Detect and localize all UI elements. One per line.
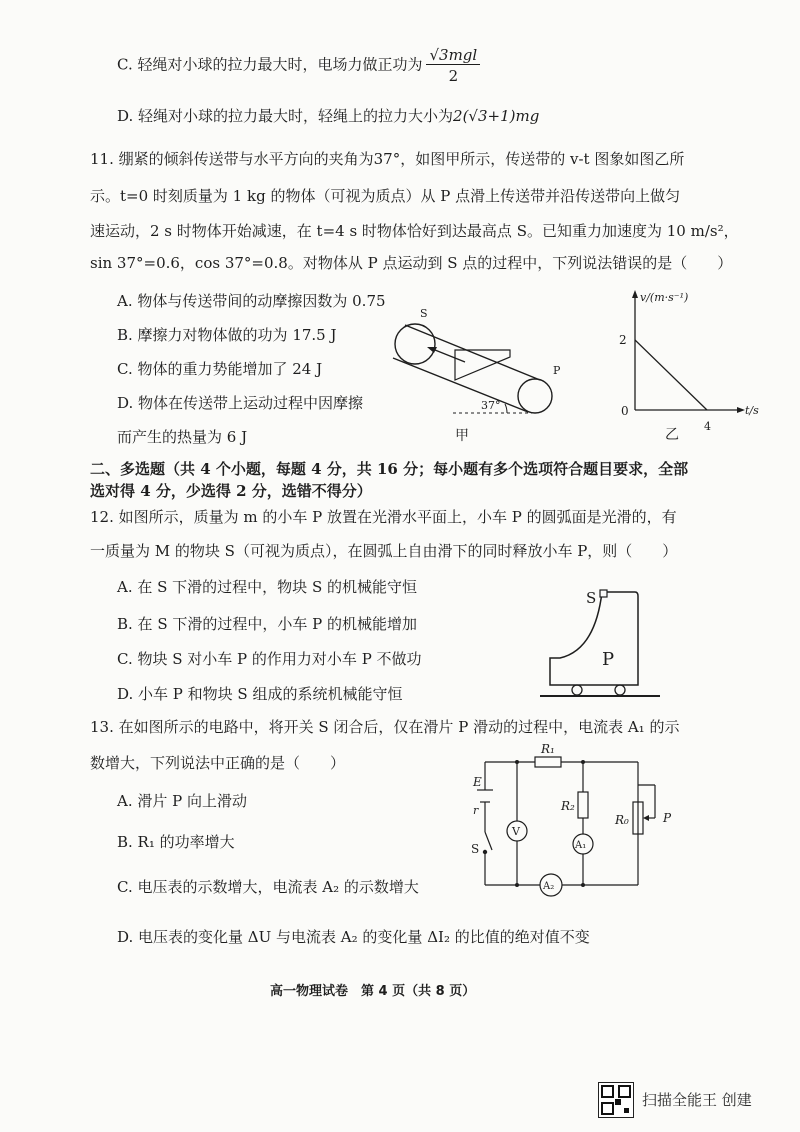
- label-s: S: [420, 307, 428, 320]
- q10-option-c: C. 轻绳对小球的拉力最大时，电场力做正功为 $\frac{\text{√3mgl}}{2}$: [117, 46, 480, 85]
- q11-stem-line-1: 11. 绷紧的倾斜传送带与水平方向的夹角为37°，如图甲所示，传送带的 v-t 图象如图乙所: [90, 150, 685, 168]
- t-axis-label: t/s: [745, 404, 759, 417]
- q11-option-a: A. 物体与传送带间的动摩擦因数为 0.75: [117, 292, 386, 310]
- wheel-right: [615, 685, 625, 695]
- vt-line: [635, 340, 707, 410]
- q10-option-c-fraction: $\frac{\text{√3mgl}}{2}$: [426, 46, 480, 85]
- caption-jia: 甲: [455, 428, 469, 444]
- section-2-header-line-1: 二、多选题（共 4 个小题，每题 4 分，共 16 分；每小题有多个选项符合题目要求，全部: [90, 460, 689, 478]
- q13-stem-line-1: 13. 在如图所示的电路中，将开关 S 闭合后，仅在滑片 P 滑动的过程中，电流表 A₁ 的示: [90, 718, 680, 736]
- label-r1: R₁: [541, 742, 555, 756]
- label-r2: R₂: [561, 799, 575, 813]
- vt-graph: [605, 285, 765, 445]
- q11-stem-line-4: sin 37°=0.6，cos 37°=0.8。对物体从 P 点运动到 S 点的过程中，下列说法错误的是（ ）: [90, 254, 733, 272]
- caption-yi: 乙: [665, 427, 679, 443]
- q12-option-a: A. 在 S 下滑的过程中，物块 S 的机械能守恒: [117, 578, 417, 596]
- q13-option-c: C. 电压表的示数增大，电流表 A₂ 的示数增大: [117, 878, 419, 896]
- q12-option-c: C. 物块 S 对小车 P 的作用力对小车 P 不做功: [117, 650, 422, 668]
- v-axis-arrow-icon: [632, 290, 638, 298]
- pulley-bottom: [518, 379, 552, 413]
- q11-option-d: D. 物体在传送带上运动过程中因摩擦: [117, 394, 364, 412]
- v-axis-label: v/(m·s⁻¹): [640, 291, 689, 304]
- circuit-diagram: [465, 740, 695, 900]
- origin-label: 0: [621, 404, 629, 418]
- angle-label: 37°: [481, 399, 501, 412]
- q13-option-b: B. R₁ 的功率增大: [117, 833, 235, 851]
- pulley-top: [395, 324, 435, 364]
- angle-arc: [505, 404, 507, 413]
- ammeter-a2-label: A₂: [543, 881, 555, 892]
- label-r0: R₀: [615, 813, 629, 827]
- belt-top: [405, 325, 540, 380]
- q11-option-c: C. 物体的重力势能增加了 24 J: [117, 360, 323, 378]
- ammeter-a1-label: A₁: [575, 840, 587, 851]
- q11-option-d-cont: 而产生的热量为 6 J: [117, 428, 248, 446]
- y-tick-label: 2: [619, 333, 627, 347]
- label-slider-p: P: [663, 811, 672, 825]
- q12-option-b: B. 在 S 下滑的过程中，小车 P 的机械能增加: [117, 615, 418, 633]
- label-switch: S: [471, 842, 480, 856]
- q11-stem-line-3: 速运动，2 s 时物体开始减速，在 t=4 s 时物体恰好到达最高点 S。已知重力加速度为 10 m/s²，: [90, 222, 739, 240]
- label-s: S: [586, 589, 597, 607]
- q12-option-d: D. 小车 P 和物块 S 组成的系统机械能守恒: [117, 685, 403, 703]
- cart-diagram: [540, 580, 680, 705]
- conveyor-belt-diagram: [385, 300, 575, 452]
- q13-stem-line-2: 数增大，下列说法中正确的是（ ）: [90, 754, 346, 772]
- q12-stem-line-1: 12. 如图所示，质量为 m 的小车 P 放置在光滑水平面上，小车 P 的圆弧面是光滑的，有: [90, 508, 677, 526]
- slider-arrow-icon: [643, 815, 649, 821]
- voltmeter-label: V: [512, 825, 520, 838]
- wheel-left: [572, 685, 582, 695]
- q13-option-d: D. 电压表的变化量 ΔU 与电流表 A₂ 的变化量 ΔI₂ 的比值的绝对值不变: [117, 928, 590, 946]
- label-e: E: [473, 775, 482, 789]
- q12-stem-line-2: 一质量为 M 的物块 S（可视为质点），在圆弧上自由滑下的同时释放小车 P，则（ ）: [90, 542, 678, 560]
- block-s: [600, 590, 607, 597]
- t-axis-arrow-icon: [737, 407, 745, 413]
- q13-option-a: A. 滑片 P 向上滑动: [117, 792, 247, 810]
- x-tick-label: 4: [704, 420, 711, 433]
- page-footer: 高一物理试卷 第 4 页（共 8 页）: [270, 984, 476, 999]
- q10-option-d: D. 轻绳对小球的拉力最大时，轻绳上的拉力大小为2(√3+1)mg: [117, 107, 540, 125]
- q11-stem-line-2: 示。t=0 时刻质量为 1 kg 的物体（可视为质点）从 P 点滑上传送带并沿传送带向上做匀: [90, 187, 681, 205]
- qr-code-icon: [598, 1082, 634, 1118]
- scanner-watermark: 扫描全能王 创建: [642, 1091, 752, 1109]
- label-p: P: [553, 364, 561, 377]
- label-r: r: [473, 804, 479, 817]
- section-2-header-line-2: 选对得 4 分，少选得 2 分，选错不得分）: [90, 482, 372, 500]
- q11-option-b: B. 摩擦力对物体做的功为 17.5 J: [117, 326, 337, 344]
- belt-bottom: [393, 358, 528, 412]
- arrow-head-icon: [427, 347, 437, 353]
- label-p: P: [602, 649, 615, 670]
